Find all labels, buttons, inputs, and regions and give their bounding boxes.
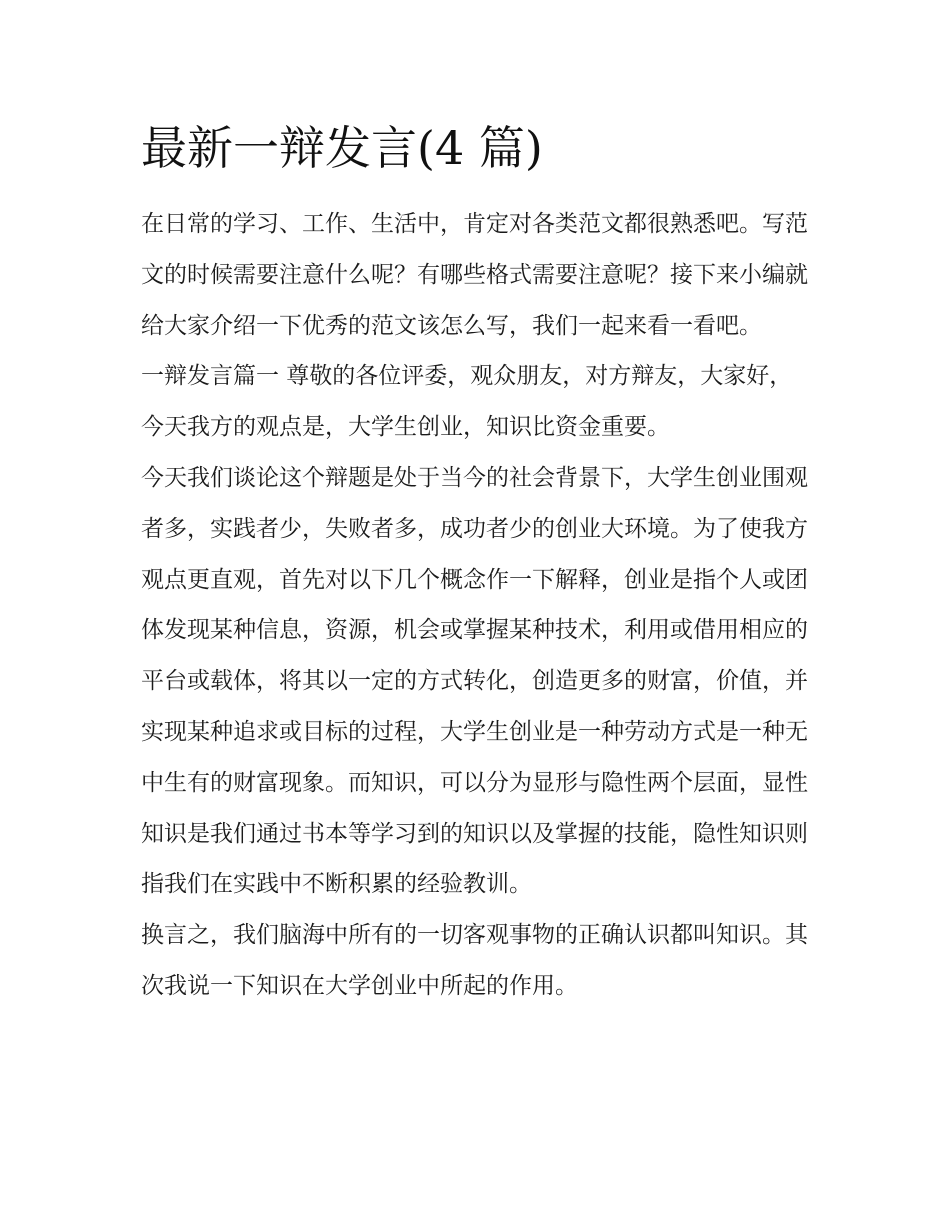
document-title: 最新一辩发言(4 篇): [141, 121, 543, 175]
paragraph-opening: 一辩发言篇一 尊敬的各位评委，观众朋友，对方辩友，大家好，今天我方的观点是，大学生创业，知识比资金重要。: [141, 363, 793, 441]
paragraph-intro: 在日常的学习、工作、生活中，肯定对各类范文都很熟悉吧。写范文的时候需要注意什么呢？有哪些格式需要注意呢？接下来小编就给大家介绍一下优秀的范文该怎么写，我们一起来看一看吧。: [141, 211, 808, 339]
paragraph-definitions: 今天我们谈论这个辩题是处于当今的社会背景下，大学生创业围观者多，实践者少，失败者多，成功者少的创业大环境。为了使我方观点更直观，首先对以下几个概念作一下解释，创业是指个人或团体发现某种信息，资源，机会或掌握某种技术，利用或借用相应的平台或载体，将其以一定的方式转化，创造更多的财富，价值，并实现某种追求或目标的过程，大学生创业是一种劳动方式是一种无中生有的财富现象。而知识，可以分为显形与隐性两个层面，显性知识是我们通过书本等学习到的知识以及掌握的技能，隐性知识则指我们在实践中不断积累的经验教训。: [141, 464, 808, 898]
document-body: [141, 199, 813, 1012]
paragraph-knowledge: 换言之，我们脑海中所有的一切客观事物的正确认识都叫知识。其次我说一下知识在大学创业中所起的作用。: [141, 922, 808, 999]
